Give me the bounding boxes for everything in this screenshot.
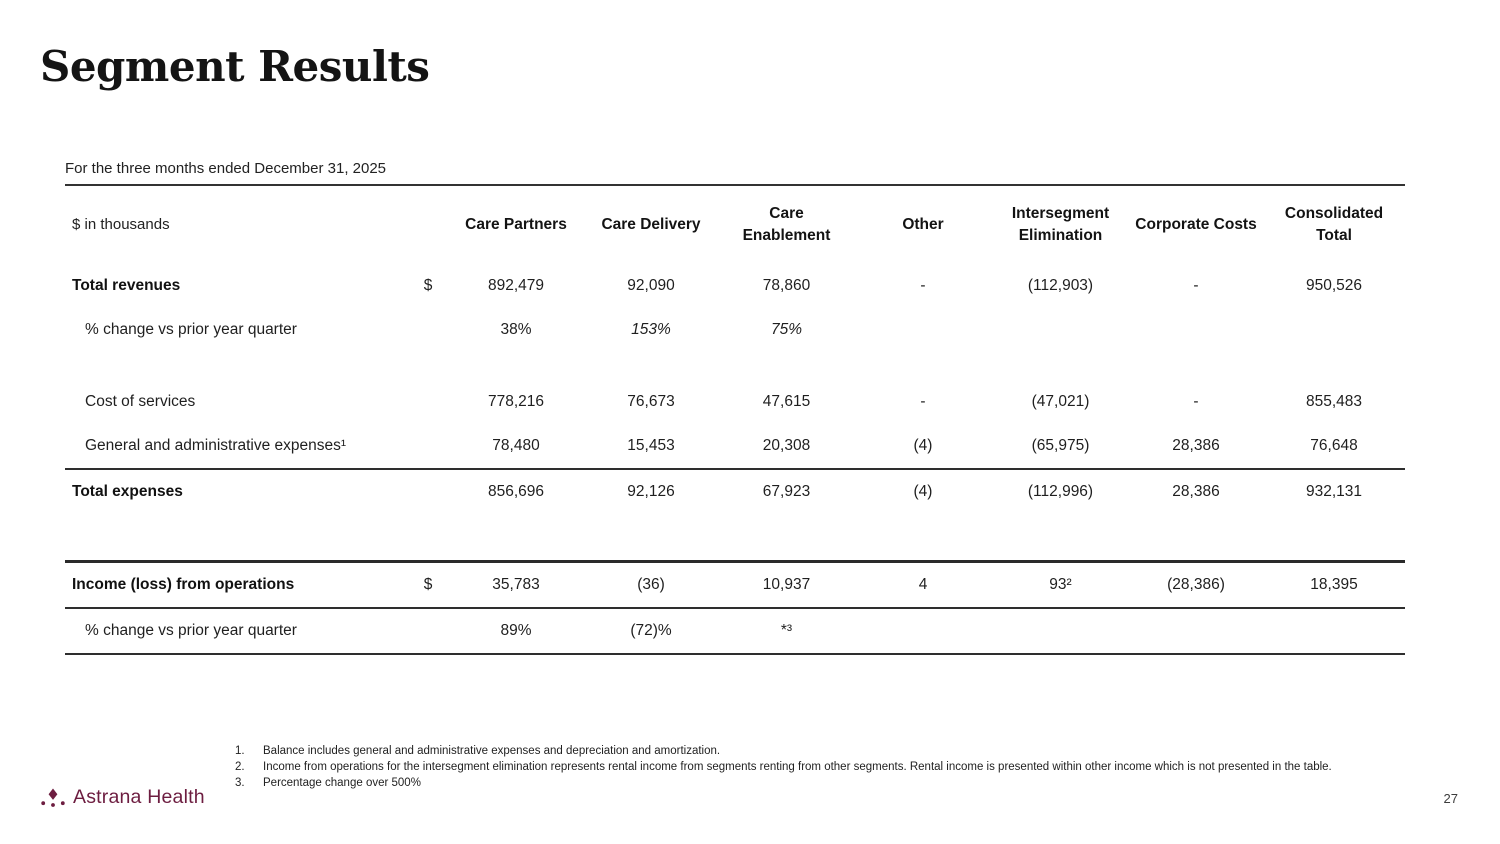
footnote-1 [235, 744, 1415, 759]
value-cell: 28,386 [1129, 424, 1263, 469]
value-cell: 932,131 [1305, 483, 1363, 500]
value-cell: 950,526 [1305, 277, 1363, 294]
value-cell: - [920, 393, 926, 410]
footnotes [235, 744, 1415, 793]
value-cell: (65,975) [992, 424, 1129, 469]
row-label: Total revenues [72, 277, 181, 294]
table-row-income-change [65, 608, 1405, 654]
row-label: General and administrative expenses¹ [65, 424, 407, 469]
logo-text: Astrana Health [73, 786, 205, 808]
value-cell: 892,479 [487, 277, 545, 294]
row-label: Cost of services [85, 393, 196, 410]
page-number: 27 [1443, 791, 1458, 806]
value-cell: - [920, 277, 926, 294]
dollar-sign [407, 469, 449, 514]
value-cell: (112,996) [1027, 483, 1094, 500]
column-header-care-enablement: Care Enablement [742, 204, 831, 244]
value-cell: 35,783 [449, 562, 583, 609]
value-cell: 47,615 [762, 393, 811, 410]
column-header-care-delivery: Care Delivery [601, 215, 701, 233]
footnote-3 [235, 776, 1415, 791]
table-row-cost-of-services [65, 380, 1405, 424]
value-cell: (4) [854, 424, 992, 469]
row-label: % change vs prior year quarter [65, 608, 407, 654]
value-cell [1129, 608, 1263, 654]
page-title: Segment Results [40, 42, 430, 91]
period-label: For the three months ended December 31, 2025 [65, 160, 1405, 186]
table-row-general-admin-expenses [65, 424, 1405, 469]
value-cell: 93² [992, 562, 1129, 609]
column-header-corporate-costs: Corporate Costs [1135, 215, 1257, 233]
value-cell [1129, 308, 1263, 352]
table-row-revenue-change [65, 308, 1405, 352]
value-cell: 89% [449, 608, 583, 654]
segment-results-table [65, 186, 1405, 655]
value-cell: 92,126 [627, 483, 675, 500]
value-cell: (36) [583, 562, 719, 609]
value-cell: 76,648 [1263, 424, 1405, 469]
dollar-sign: $ [407, 562, 449, 609]
footnote-text: Income from operations for the intersegment elimination represents rental income from segments renting from other segments. Rental income is presented within other income which is not presented in the table. [263, 761, 1332, 774]
value-cell [854, 308, 992, 352]
value-cell: 92,090 [627, 277, 675, 294]
value-cell: *³ [719, 608, 854, 654]
value-cell: 78,480 [449, 424, 583, 469]
value-cell [1263, 308, 1405, 352]
value-cell: 778,216 [487, 393, 545, 410]
value-cell [992, 608, 1129, 654]
row-label: % change vs prior year quarter [85, 321, 297, 338]
value-cell: (47,021) [1031, 393, 1090, 410]
row-label: Total expenses [72, 483, 183, 500]
dollar-sign [407, 308, 449, 352]
dollar-sign [407, 608, 449, 654]
value-cell: - [1193, 277, 1199, 294]
row-label: Income (loss) from operations [65, 562, 407, 609]
value-cell: 855,483 [1305, 393, 1363, 410]
table-row-total-revenues [65, 264, 1405, 308]
table-row-total-expenses [65, 469, 1405, 514]
footnote-number: 1. [235, 745, 245, 757]
value-cell: 4 [854, 562, 992, 609]
value-cell: (28,386) [1129, 562, 1263, 609]
astrana-health-logo [40, 786, 205, 809]
footnote-2 [235, 760, 1415, 775]
value-cell: - [1193, 393, 1199, 410]
value-cell: 28,386 [1172, 483, 1220, 500]
value-cell: 15,453 [583, 424, 719, 469]
value-cell: 20,308 [719, 424, 854, 469]
astrana-sparkle-icon [40, 787, 66, 809]
value-cell [854, 608, 992, 654]
value-cell [992, 308, 1129, 352]
value-cell: 856,696 [487, 483, 545, 500]
column-header-care-partners: Care Partners [465, 215, 567, 233]
column-header-intersegment-elimination: Intersegment Elimination [1011, 204, 1110, 244]
dollar-sign [407, 380, 449, 424]
footnote-text: Balance includes general and administrative expenses and depreciation and amortization. [263, 745, 721, 757]
dollar-header [407, 186, 449, 264]
value-cell: 153% [631, 321, 671, 338]
value-cell: 76,673 [627, 393, 675, 410]
value-cell: (112,903) [1027, 277, 1094, 294]
value-cell: 10,937 [719, 562, 854, 609]
dollar-sign: $ [423, 277, 433, 294]
footnote-number: 2. [235, 761, 245, 774]
column-header-other: Other [902, 215, 944, 233]
value-cell: 75% [770, 321, 803, 338]
footnote-text: Percentage change over 500% [263, 777, 421, 790]
value-cell: 38% [500, 321, 532, 338]
value-cell: 78,860 [762, 277, 811, 294]
value-cell: (72)% [583, 608, 719, 654]
table-row-income-from-operations [65, 562, 1405, 609]
dollar-sign [407, 424, 449, 469]
value-cell: (4) [913, 483, 933, 500]
value-cell [1263, 608, 1405, 654]
footnote-number: 3. [235, 777, 245, 790]
spacer-row [65, 352, 1405, 380]
value-cell: 18,395 [1263, 562, 1405, 609]
unit-label: $ in thousands [72, 216, 170, 234]
header-row [65, 186, 1405, 264]
value-cell: 67,923 [762, 483, 811, 500]
spacer-row [65, 514, 1405, 562]
table-section [65, 160, 1405, 655]
column-header-consolidated-total: Consolidated Total [1284, 204, 1384, 244]
